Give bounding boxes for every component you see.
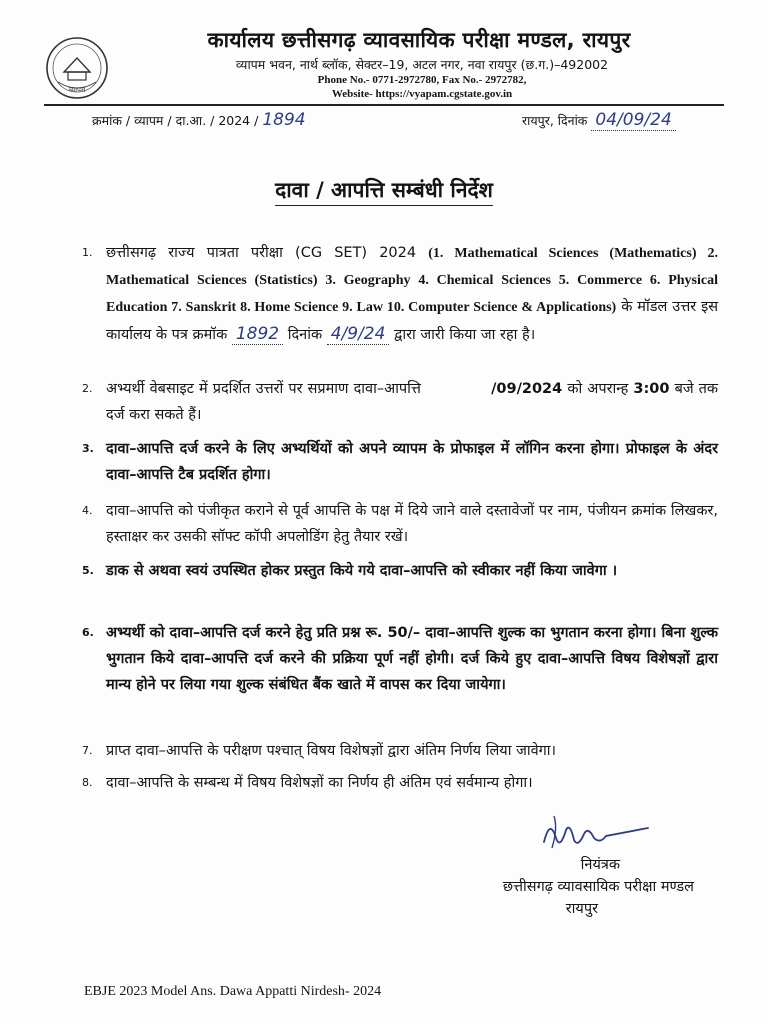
- controller-signature: [536, 808, 656, 860]
- reference-date-prefix: रायपुर, दिनांक: [522, 113, 588, 128]
- reference-number-prefix: क्रमांक / व्यापम / दा.आ. / 2024 /: [92, 113, 259, 128]
- reference-number: [92, 110, 306, 130]
- item-number: 1.: [82, 246, 93, 259]
- reference-date: [522, 110, 676, 130]
- claim-deadline-time: 3:00: [633, 381, 670, 397]
- item-number: 2.: [82, 382, 93, 395]
- instruction-item-7: 7. प्राप्त दावा–आपत्ति के परीक्षण पश्चात् विषय विशेषज्ञों द्वारा अंतिम निर्णय लिया जावेगा।: [106, 738, 718, 764]
- office-phone: Phone No.- 0771-2972780, Fax No.- 2972782,: [317, 74, 527, 86]
- item-number: 8.: [82, 776, 93, 789]
- item-number: 4.: [82, 504, 93, 517]
- reference-number-handwritten: 1894: [262, 110, 306, 130]
- signatory-city: रायपुर: [565, 901, 598, 917]
- instruction-item-5: 5. डाक से अथवा स्वयं उपस्थित होकर प्रस्तुत किये गये दावा–आपत्ति को स्वीकार नहीं किया जावेगा ।: [106, 558, 718, 584]
- item-number: 6.: [82, 626, 94, 639]
- reference-date-handwritten: 04/09/24: [591, 110, 675, 131]
- instruction-item-8: 8. दावा–आपत्ति के सम्बन्ध में विषय विशेषज्ञों का निर्णय ही अंतिम एवं सर्वमान्य होगा।: [106, 770, 718, 796]
- document-heading: दावा / आपत्ति सम्बंधी निर्देश: [0, 176, 768, 204]
- document-footer: EBJE 2023 Model Ans. Dawa Appatti Nirdesh- 2024: [84, 984, 382, 999]
- header-divider: [44, 104, 724, 106]
- seal-text: व्यापम: [68, 86, 86, 94]
- item-number: 3.: [82, 442, 94, 455]
- signatory-designation: नियंत्रक: [580, 857, 620, 873]
- instruction-item-4: 4. दावा–आपत्ति को पंजीकृत कराने से पूर्व आपत्ति के पक्ष में दिये जाने वाले दस्तावेजों पर नाम, पंजीयन क्रमांक लिखकर, हस्ताक्षर कर उसकी सॉफ्ट कॉपी अपलोडिंग हेतु तैयार रखें।: [106, 498, 718, 550]
- signatory-office: छत्तीसगढ़ व्यावसायिक परीक्षा मण्डल: [502, 879, 694, 895]
- item-number: 7.: [82, 744, 93, 757]
- office-title: कार्यालय छत्तीसगढ़ व्यावसायिक परीक्षा मण्डल, रायपुर: [207, 28, 631, 52]
- office-website: Website- https://vyapam.cgstate.gov.in: [331, 88, 513, 100]
- claim-deadline-date: /09/2024: [491, 381, 563, 397]
- instruction-item-3: 3. दावा–आपत्ति दर्ज करने के लिए अभ्यर्थियों को अपने व्यापम के प्रोफाइल में लॉगिन करना होगा। प्रोफाइल के अंदर दावा–आपत्ति टैब प्रदर्शित होगा।: [106, 436, 718, 488]
- instruction-item-6: 6. अभ्यर्थी को दावा–आपत्ति दर्ज करने हेतु प्रति प्रश्न रू. 50/– दावा–आपत्ति शुल्क का भुगतान करना होगा। बिना शुल्क भुगतान किये दावा–आपत्ति दर्ज करने की प्रक्रिया पूर्ण नहीं होगी। दर्ज किये हुए दावा–आपत्ति विषय विशेषज्ञों द्वारा मान्य होने पर लिया गया शुल्क संबंधित बैंक खाते में वापस कर दिया जायेगा।: [106, 620, 718, 698]
- letter-date-handwritten: 4/9/24: [327, 324, 390, 345]
- instruction-item-1: 1. छत्तीसगढ़ राज्य पात्रता परीक्षा (CG SET) 2024 (1. Mathematical Sciences (Mathematics) 2. Mathematical Sciences (Statistics) 3. Geography 4. Chemical Sciences 5. Commerce 6. Physical Education 7. Sanskrit 8. Home Science 9. Law 10. Computer Science & Applications) के मॉडल उत्तर इस कार्यालय के पत्र क्रमॉक 1892 दिनांक 4/9/24 द्वारा जारी किया जा रहा है।: [106, 240, 718, 348]
- instruction-item-2: 2. अभ्यर्थी वेबसाइट में प्रदर्शित उत्तरों पर सप्रमाण दावा–आपत्ति /09/2024 को अपरान्ह 3:00 बजे तक दर्ज करा सकते हैं।: [106, 376, 718, 428]
- subject-list: (1. Mathematical Sciences (Mathematics) 2. Mathematical Sciences (Statistics) 3. Geography 4. Chemical Sciences 5. Commerce 6. Physical Education 7. Sanskrit 8. Home Science 9. Law 10. Computer Science & Applications): [106, 246, 718, 315]
- office-address: व्यापम भवन, नार्थ ब्लॉक, सेक्टर–19, अटल नगर, नवा रायपुर (छ.ग.)–492002: [235, 57, 609, 72]
- item-number: 5.: [82, 564, 94, 577]
- letter-number-handwritten: 1892: [232, 324, 283, 345]
